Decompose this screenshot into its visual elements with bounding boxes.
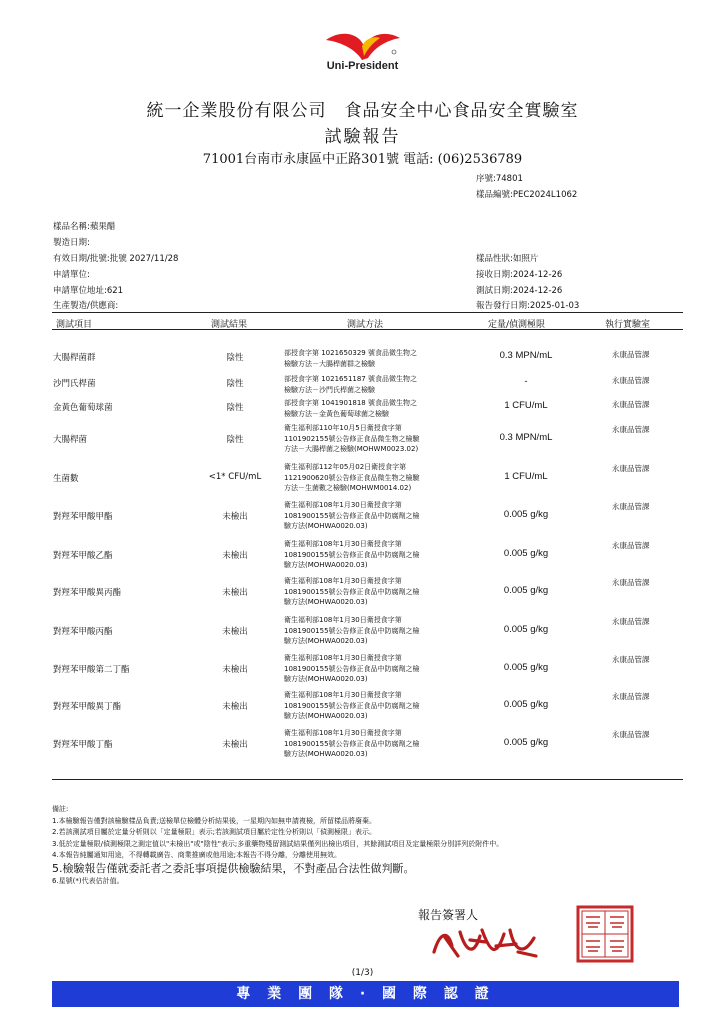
row-limit: 0.005 g/kg	[503, 662, 549, 673]
manufacture-date: 製造日期:	[53, 238, 90, 248]
row-limit: 0.005 g/kg	[503, 509, 549, 520]
row-lab: 永康品管課	[612, 655, 650, 664]
method-line: 部授食字第 1041901818 號食品微生物之	[284, 399, 417, 407]
method-line: 驗方法(MOHWA0020.03)	[284, 637, 368, 645]
notes-block	[52, 804, 503, 887]
note-line-4: 4.本報告純屬通知用途，不得轉載廣告、商業推廣或他用途;本報告不得分離，分離使用無效。	[52, 851, 342, 859]
lab-address: 71001台南市永康區中正路301號 電話: (06)2536789	[202, 152, 523, 167]
row-lab: 永康品管課	[612, 400, 650, 409]
table-top-rule	[52, 312, 683, 313]
method-line: 1081900155號公告修正食品中防腐劑之檢	[284, 550, 420, 559]
method-line: 1081900155號公告修正食品中防腐劑之檢	[284, 664, 420, 673]
method-line: 1101902155號公告修正食品微生物之檢驗	[284, 434, 420, 443]
row-item: 金黃色葡萄球菌	[53, 403, 113, 413]
row-method	[284, 348, 417, 369]
row-method	[284, 398, 417, 419]
note-line-5: 5.檢驗報告僅就委託者之委託事項提供檢驗結果，不對產品合法性做判斷。	[52, 861, 415, 875]
row-method	[284, 374, 417, 395]
method-line: 衛生福利部110年10月5日衛授食字第	[284, 424, 402, 432]
row-item: 對羥苯甲酸丙酯	[53, 627, 113, 637]
row-lab: 永康品管課	[612, 541, 650, 550]
method-line: 1081900155號公告修正食品中防腐劑之檢	[284, 626, 420, 635]
row-limit: -	[524, 376, 528, 387]
method-line: 衛生福利部108年1月30日衛授食字第	[284, 729, 402, 737]
method-line: 部授食字第 1021651187 號食品微生物之	[284, 375, 417, 383]
method-line: 檢驗方法－金黃色葡萄球菌之檢驗	[284, 409, 389, 418]
row-limit: 0.3 MPN/mL	[499, 350, 553, 361]
table-bottom-rule	[52, 779, 683, 780]
row-method	[284, 500, 420, 532]
method-line: 驗方法(MOHWA0020.03)	[284, 561, 368, 569]
page-number: (1/3)	[351, 968, 374, 978]
row-limit: 0.005 g/kg	[503, 548, 549, 559]
row-result: 未檢出	[222, 512, 248, 522]
note-line-1: 1.本檢驗報告僅對該檢驗樣品負責;送檢單位檢體分析結果後，一星期內如無申請複檢，所留樣品將廢棄。	[52, 816, 377, 825]
row-item: 沙門氏桿菌	[53, 379, 96, 389]
row-limit: 0.3 MPN/mL	[499, 432, 553, 443]
col-result: 測試結果	[211, 320, 248, 330]
row-item: 生菌數	[53, 474, 79, 484]
row-method	[284, 690, 420, 722]
row-method	[284, 576, 420, 608]
row-result: <1* CFU/mL	[208, 472, 262, 482]
method-line: 檢驗方法－沙門氏桿菌之檢驗	[284, 385, 375, 394]
row-method	[284, 615, 420, 647]
method-line: 部授食字第 1021650329 號食品微生物之	[284, 349, 417, 357]
row-result: 未檢出	[222, 702, 248, 712]
sample-name: 樣品名稱:蘋果醋	[53, 222, 116, 232]
serial-number: 序號:74801	[476, 174, 523, 184]
row-item: 對羥苯甲酸異丁酯	[53, 702, 122, 712]
row-result: 陰性	[226, 435, 244, 445]
lab-title: 統一企業股份有限公司 食品安全中心食品安全實驗室	[146, 101, 579, 121]
row-method	[284, 462, 420, 494]
expiry-batch: 有效日期/批號:批號 2027/11/28	[53, 254, 179, 264]
row-limit: 0.005 g/kg	[503, 585, 549, 596]
method-line: 驗方法(MOHWA0020.03)	[284, 712, 368, 720]
col-lab: 執行實驗室	[605, 320, 651, 330]
row-limit: 0.005 g/kg	[503, 699, 549, 710]
method-line: 驗方法(MOHWA0020.03)	[284, 522, 368, 530]
row-method	[284, 653, 420, 685]
row-lab: 永康品管課	[612, 730, 650, 739]
row-result: 未檢出	[222, 588, 248, 598]
method-line: 驗方法(MOHWA0020.03)	[284, 750, 368, 758]
row-item: 大腸桿菌	[53, 435, 88, 445]
method-line: 驗方法(MOHWA0020.03)	[284, 598, 368, 606]
row-result: 未檢出	[222, 551, 248, 561]
producer: 生產製造/供應商:	[53, 301, 119, 311]
row-limit: 0.005 g/kg	[503, 624, 549, 635]
row-method	[284, 728, 420, 760]
handwritten-signature-icon	[430, 922, 540, 964]
method-line: 衛生福利部112年05月02日衛授食字第	[284, 463, 407, 471]
row-lab: 永康品管課	[612, 350, 650, 359]
receive-date: 接收日期:2024-12-26	[476, 270, 563, 280]
sample-number: 樣品編號:PEC2024L1062	[476, 190, 578, 200]
method-line: 方法－大腸桿菌之檢驗(MOHWM0023.02)	[284, 445, 419, 453]
signer-label: 報告簽署人	[418, 908, 479, 922]
row-item: 對羥苯甲酸第二丁酯	[53, 665, 130, 675]
col-limit: 定量/偵測極限	[488, 320, 546, 330]
applicant-address: 申請單位地址:621	[53, 286, 124, 296]
red-seal-stamp-icon	[576, 905, 634, 963]
note-line-6: 6.星號(*)代表估計值。	[52, 876, 124, 885]
row-item: 對羥苯甲酸甲酯	[53, 512, 113, 522]
row-lab: 永康品管課	[612, 502, 650, 511]
row-result: 未檢出	[222, 740, 248, 750]
method-line: 衛生福利部108年1月30日衛授食字第	[284, 616, 402, 624]
note-line-2: 2.若該測試項目屬於定量分析則以「定量極限」表示;若該測試項目屬於定性分析則以「偵測極限」表示。	[52, 828, 377, 836]
col-method: 測試方法	[347, 320, 384, 330]
method-line: 衛生福利部108年1月30日衛授食字第	[284, 691, 402, 699]
method-line: 1121900620號公告修正食品微生物之檢驗	[284, 473, 420, 482]
sample-status: 樣品性狀:如照片	[476, 254, 539, 264]
row-item: 大腸桿菌群	[53, 353, 96, 363]
note-line-3: 3.低於定量極限/偵測極限之測定值以"未檢出"或"陰性"表示;多重藥物殘留測試結果僅列出檢出項目，其餘測試項目及定量極限分別詳列於附件中。	[52, 839, 504, 848]
row-lab: 永康品管課	[612, 376, 650, 385]
method-line: 1081900155號公告修正食品中防腐劑之檢	[284, 587, 420, 596]
test-date: 測試日期:2024-12-26	[476, 286, 563, 296]
method-line: 檢驗方法－大腸桿菌群之檢驗	[284, 359, 375, 368]
row-lab: 永康品管課	[612, 464, 650, 473]
notes-heading: 備註:	[52, 805, 69, 813]
method-line: 衛生福利部108年1月30日衛授食字第	[284, 501, 402, 509]
row-item: 對羥苯甲酸乙酯	[53, 551, 113, 561]
method-line: 驗方法(MOHWA0020.03)	[284, 675, 368, 683]
row-limit: 1 CFU/mL	[504, 400, 548, 411]
issue-date: 報告發行日期:2025-01-03	[476, 301, 580, 311]
row-result: 陰性	[226, 379, 244, 389]
footer-banner: 專 業 團 隊 · 國 際 認 證	[52, 981, 679, 1007]
row-item: 對羥苯甲酸丁酯	[53, 740, 113, 750]
row-item: 對羥苯甲酸異丙酯	[53, 588, 122, 598]
row-lab: 永康品管課	[612, 692, 650, 701]
row-lab: 永康品管課	[612, 617, 650, 626]
applicant: 申請單位:	[53, 270, 90, 280]
row-result: 未檢出	[222, 627, 248, 637]
method-line: 方法－生菌數之檢驗(MOHWM0014.02)	[284, 484, 412, 492]
col-item: 測試項目	[56, 320, 93, 330]
row-lab: 永康品管課	[612, 578, 650, 587]
method-line: 衛生福利部108年1月30日衛授食字第	[284, 654, 402, 662]
method-line: 1081900155號公告修正食品中防腐劑之檢	[284, 701, 420, 710]
row-lab: 永康品管課	[612, 425, 650, 434]
method-line: 衛生福利部108年1月30日衛授食字第	[284, 577, 402, 585]
row-limit: 1 CFU/mL	[504, 471, 548, 482]
report-title: 試驗報告	[324, 127, 401, 147]
row-method	[284, 423, 420, 455]
row-result: 陰性	[226, 403, 244, 413]
row-result: 未檢出	[222, 665, 248, 675]
brand-name: Uni-President	[326, 60, 399, 72]
row-result: 陰性	[226, 353, 244, 363]
method-line: 1081900155號公告修正食品中防腐劑之檢	[284, 739, 420, 748]
row-limit: 0.005 g/kg	[503, 737, 549, 748]
method-line: 1081900155號公告修正食品中防腐劑之檢	[284, 511, 420, 520]
method-line: 衛生福利部108年1月30日衛授食字第	[284, 540, 402, 548]
row-method	[284, 539, 420, 571]
